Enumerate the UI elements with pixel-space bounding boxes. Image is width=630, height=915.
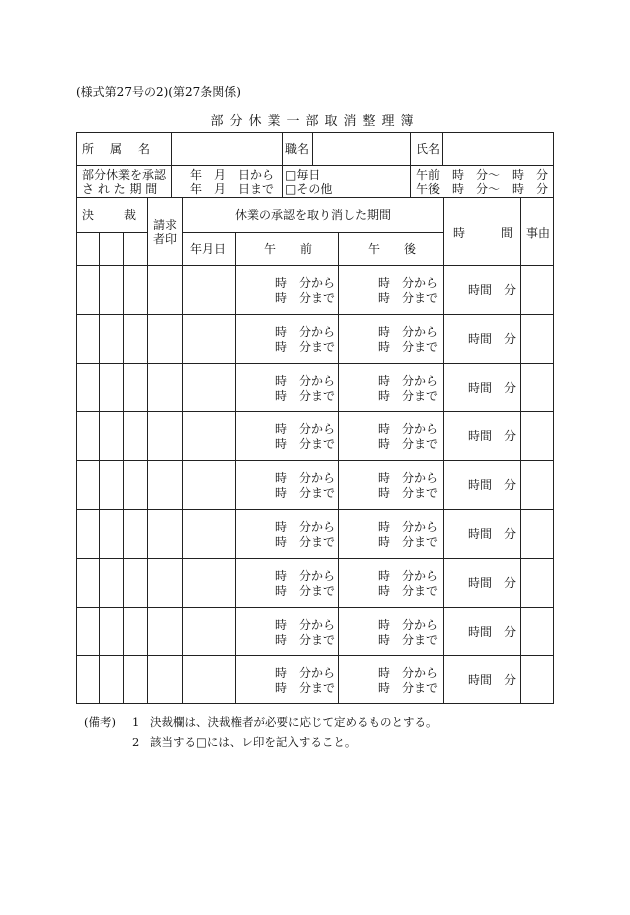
date-header: 年月日 — [190, 242, 227, 256]
checkbox-daily[interactable]: □毎日 — [285, 168, 321, 182]
form-reference: (様式第27号の2)(第27条関係) — [76, 85, 241, 99]
cancelled-period-header: 休業の承認を取り消した期間 — [235, 208, 392, 222]
name-label: 氏名 — [416, 142, 441, 156]
remark-text: 該当する□には、レ印を記入すること。 — [150, 735, 357, 749]
am-to: 時 分まで — [275, 388, 336, 403]
pm-range: 午後 時 分〜 時 分 — [416, 182, 549, 196]
duration: 時間 分 — [468, 478, 517, 493]
reason-header: 事由 — [526, 226, 551, 240]
hours-header: 時 間 — [453, 226, 514, 240]
am-from: 時 分から — [275, 422, 336, 437]
pm-from: 時 分から — [378, 276, 439, 290]
pm-from: 時 分から — [378, 617, 439, 632]
duration: 時間 分 — [468, 575, 517, 590]
pm-from: 時 分から — [378, 520, 439, 534]
am-to: 時 分まで — [275, 339, 336, 354]
position-label: 職名 — [285, 142, 310, 156]
pm-from: 時 分から — [378, 568, 439, 583]
checkbox-other[interactable]: □その他 — [285, 182, 333, 196]
date-from: 年 月 日から — [190, 168, 275, 182]
pm-from: 時 分から — [378, 666, 439, 681]
duration: 時間 分 — [468, 673, 517, 688]
pm-to: 時 分まで — [378, 339, 439, 354]
requester-seal-header-2: 者印 — [153, 232, 178, 246]
requester-seal-header-1: 請求 — [153, 218, 178, 232]
am-to: 時 分まで — [275, 291, 336, 305]
am-from: 時 分から — [275, 666, 336, 681]
duration: 時間 分 — [468, 283, 517, 297]
remark-number: 1 — [132, 715, 140, 729]
am-to: 時 分まで — [275, 486, 336, 501]
decision-header: 決 裁 — [82, 208, 139, 222]
approved-period-label-1: 部分休業を承認 — [82, 168, 167, 182]
remark-number: 2 — [132, 735, 140, 749]
ledger-table — [76, 132, 554, 704]
affiliation-label: 所 属 名 — [82, 142, 153, 156]
pm-to: 時 分まで — [378, 486, 439, 501]
am-header: 午 前 — [264, 242, 313, 256]
pm-to: 時 分まで — [378, 388, 439, 403]
am-to: 時 分まで — [275, 681, 336, 696]
approved-period-label-2: さ れ た 期 間 — [82, 182, 158, 196]
pm-to: 時 分まで — [378, 632, 439, 647]
pm-from: 時 分から — [378, 373, 439, 388]
am-from: 時 分から — [275, 520, 336, 534]
am-from: 時 分から — [275, 324, 336, 339]
duration: 時間 分 — [468, 624, 517, 639]
pm-header: 午 後 — [368, 242, 417, 256]
pm-to: 時 分まで — [378, 535, 439, 549]
am-to: 時 分まで — [275, 535, 336, 549]
remarks — [84, 712, 438, 752]
am-range: 午前 時 分〜 時 分 — [416, 168, 549, 182]
pm-from: 時 分から — [378, 324, 439, 339]
pm-to: 時 分まで — [378, 583, 439, 598]
pm-to: 時 分まで — [378, 437, 439, 452]
pm-from: 時 分から — [378, 471, 439, 486]
pm-to: 時 分まで — [378, 681, 439, 696]
am-from: 時 分から — [275, 568, 336, 583]
remark-text: 決裁欄は、決裁権者が必要に応じて定めるものとする。 — [150, 715, 438, 729]
am-from: 時 分から — [275, 373, 336, 388]
am-from: 時 分から — [275, 617, 336, 632]
form-title: 部分休業一部取消整理簿 — [210, 114, 420, 129]
am-to: 時 分まで — [275, 632, 336, 647]
pm-from: 時 分から — [378, 422, 439, 437]
duration: 時間 分 — [468, 527, 517, 541]
duration: 時間 分 — [468, 331, 517, 346]
pm-to: 時 分まで — [378, 291, 439, 305]
date-to: 年 月 日まで — [190, 182, 275, 196]
duration: 時間 分 — [468, 380, 517, 395]
am-to: 時 分まで — [275, 583, 336, 598]
remarks-label: (備考) — [84, 715, 116, 729]
am-to: 時 分まで — [275, 437, 336, 452]
am-from: 時 分から — [275, 276, 336, 290]
duration: 時間 分 — [468, 429, 517, 444]
am-from: 時 分から — [275, 471, 336, 486]
